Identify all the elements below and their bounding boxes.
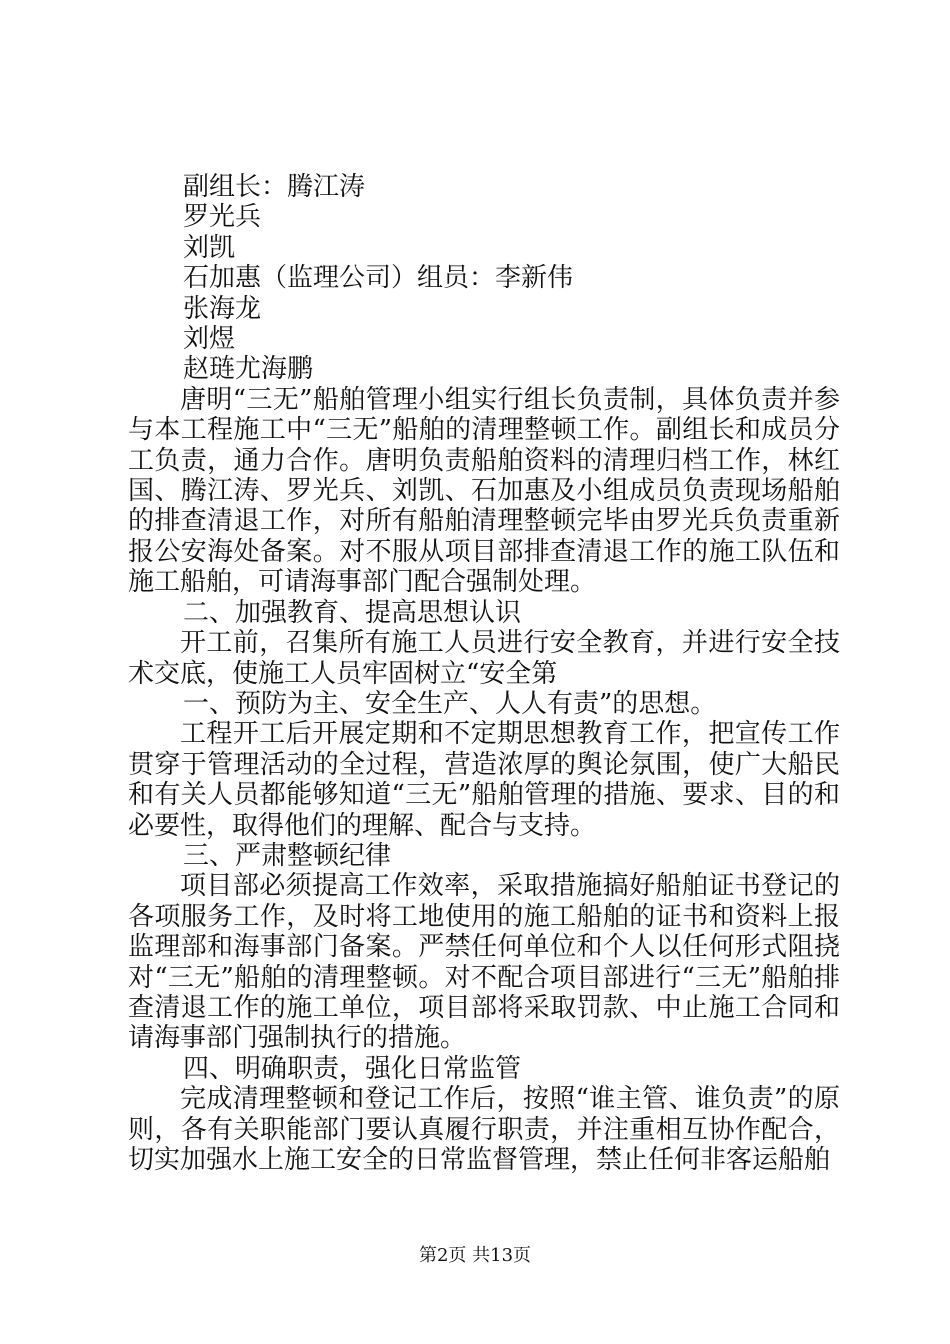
paragraph-responsibility: 唐明“三无”船舶管理小组实行组长负责制，具体负责并参与本工程施工中“三无”船舶的清理整顿工作。副组长和成员分工负责，通力合作。唐明负责船舶资料的清理归档工作，林红国、腾江涛、罗光兵、刘凯、石加惠及小组成员负责现场船舶的排查清退工作，对所有船舶清理整顿完毕由罗光兵负责重新报公安海处备案。对不服从项目部排查清退工作的施工队伍和施工船舶，可请海事部门配合强制处理。 xyxy=(128,384,840,598)
section-heading-3: 三、严肃整顿纪律 xyxy=(183,840,392,871)
member-line-deputy-leader: 副组长：腾江涛 xyxy=(183,172,366,202)
paragraph-safety-slogan: 一、预防为主、安全生产、人人有责”的思想。 xyxy=(183,688,717,719)
member-line: 张海龙 xyxy=(183,293,262,324)
member-line: 刘凯 xyxy=(183,232,236,263)
section-heading-4: 四、明确职责，强化日常监管 xyxy=(183,1053,522,1084)
paragraph-ideological-education: 工程开工后开展定期和不定期思想教育工作，把宣传工作贯穿于管理活动的全过程，营造浓厚的舆论氛围，使广大船民和有关人员都能够知道“三无”船舶管理的措施、要求、目的和必要性，取得他们的理解、配合与支持。 xyxy=(128,719,840,841)
member-line: 罗光兵 xyxy=(183,202,262,233)
member-line: 赵琏尤海鹏 xyxy=(183,354,314,385)
member-line: 石加惠（监理公司）组员：李新伟 xyxy=(183,263,574,294)
paragraph-safety-education: 开工前，召集所有施工人员进行安全教育，并进行安全技术交底，使施工人员牢固树立“安全第 xyxy=(128,628,840,689)
member-line: 刘煜 xyxy=(183,324,236,355)
page-number: 第2页 共13页 xyxy=(418,1245,532,1266)
document-body xyxy=(128,172,840,1175)
section-heading-2: 二、加强教育、提高思想认识 xyxy=(183,597,522,628)
paragraph-supervision: 完成清理整顿和登记工作后，按照“谁主管、谁负责”的原则，各有关职能部门要认真履行职责，并注重相互协作配合，切实加强水上施工安全的日常监督管理，禁止任何非客运船舶 xyxy=(128,1084,840,1175)
paragraph-discipline: 项目部必须提高工作效率，采取措施搞好船舶证书登记的各项服务工作，及时将工地使用的施工船舶的证书和资料上报监理部和海事部门备案。严禁任何单位和个人以任何形式阻挠对“三无”船舶的清理整顿。对不配合项目部进行“三无”船舶排查清退工作的施工单位，项目部将采取罚款、中止施工合同和请海事部门强制执行的措施。 xyxy=(128,871,840,1054)
